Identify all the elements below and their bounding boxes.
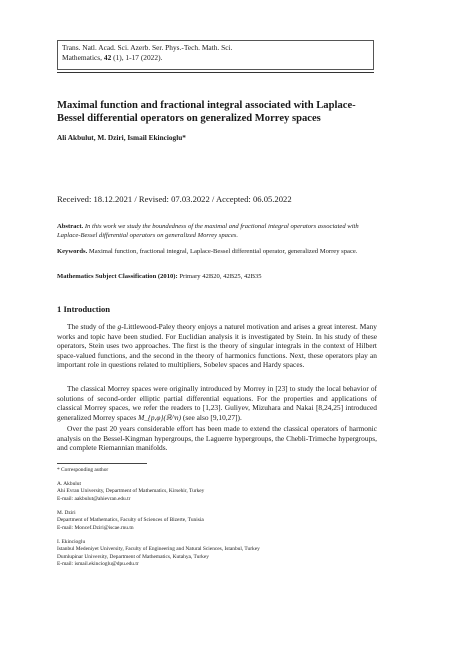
- submission-dates: Received: 18.12.2021 / Revised: 07.03.2022 / Accepted: 06.05.2022: [57, 194, 292, 204]
- section-heading: 1 Introduction: [57, 304, 111, 314]
- msc-classification: [57, 272, 377, 281]
- math-g: g: [117, 322, 122, 331]
- footnote-author-a: A. Akbulut Ahi Evran University, Department of Mathematics, Kirsehir, Turkey E-mail: aakbulut@ahievran.edu.tr: [57, 481, 205, 502]
- intro-paragraph-2: The classical Morrey spaces were originally introduced by Morrey in [23] to study the local behavior of solutions of second-order elliptic partial differential equations. For the properties and applications of classical Morrey spaces, we refer the readers to [1,23]. Guliyev, Mizuhara and Nakai [8,24,25] introduced generalized Morrey spaces M_{p,φ}(ℝ^n) (see also [9,10,27]).: [57, 384, 377, 422]
- msc-label: Mathematics Subject Classification (2010):: [57, 273, 178, 280]
- math-morrey-space: M_{p,φ}(ℝ^n): [138, 412, 182, 422]
- author-list: Ali Akbulut, M. Dziri, Ismail Ekincioglu*: [57, 133, 186, 142]
- abstract-label: Abstract.: [57, 223, 84, 230]
- footnote-rule: [57, 463, 147, 464]
- abstract-text: In this work we study the boundedness of the maximal and fractional integral operators associated with Laplace-Bessel differential operators on generalized Morrey spaces.: [57, 223, 359, 240]
- keywords: [57, 247, 377, 256]
- header-rule: [57, 72, 374, 73]
- intro-paragraph-3: Over the past 20 years considerable effort has been made to extend the classical operators of harmonic analysis on the Bessel-Kingman hypergroups, the Laguerre hypergroups, the Chebli-Trimeche hypergroups, and complete Riemannian manifolds.: [57, 424, 377, 452]
- paper-title: Maximal function and fractional integral associated with Laplace-Bessel differential operators on generalized Morrey spaces: [57, 100, 356, 124]
- footnote-author-b: M. Dziri Department of Mathematics, Faculty of Sciences of Bizerte, Tunisia E-mail: Moncef.Dziri@iscae.rnu.tn: [57, 510, 204, 531]
- journal-volume: 42: [103, 53, 112, 62]
- footnote-author-c: I. Ekincioglu Istanbul Medeniyet University, Faculty of Engineering and Natural Sciences, Istanbul, Turkey Dumlupinar University, Department of Mathematics, Kutahya, Turkey E-mail: ismail.ekincioglu@dpu.edu.tr: [57, 539, 260, 568]
- abstract: [57, 222, 377, 240]
- journal-name: Trans. Natl. Acad. Sci. Azerb. Ser. Phys.-Tech. Math. Sci.: [62, 43, 233, 52]
- footnote-corresponding: * Corresponding author: [57, 467, 109, 473]
- intro-paragraph-1: The study of the g-Littlewood-Paley theory enjoys a naturel motivation and arises a great interest. Many works and topic have been studied. For Euclidian analysis it is investigated by Stein. In his study of these operators, Stein uses two approaches. The first is the theory of singular integrals in the context of Hilbert space-valued functions, and the second in the theory of harmonics functions. Next, these operators play an important role in questions related to multipliers, Sobelev spaces and Hardy spaces.: [57, 322, 377, 369]
- journal-volume-line: Mathematics, 42 (1), 1-17 (2022).: [62, 53, 163, 62]
- keywords-label: Keywords.: [57, 248, 88, 255]
- keywords-text: Maximal function, fractional integral, Laplace-Bessel differential operator, generalized Morrey space.: [88, 248, 358, 255]
- msc-text: Primary 42B20, 42B25, 42B35: [179, 273, 262, 280]
